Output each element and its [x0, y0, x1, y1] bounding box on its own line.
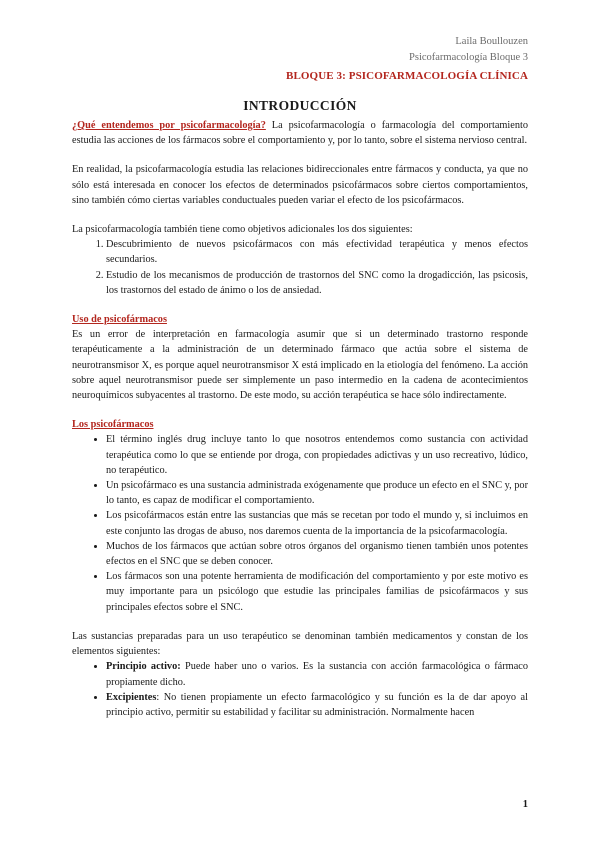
list-item: • Los fármacos son una potente herramienta de modificación del comportamiento y por este motivo es muy importante para un psicólogo que estudie las principales familias de psicofármacos y sus principales efectos sobre el SNC. [106, 569, 528, 615]
intro-paragraph [72, 118, 528, 148]
medicamentos-paragraph: Las sustancias preparadas para un uso terapéutico se denominan también medicamentos y constan de los elementos siguientes: [72, 630, 528, 658]
list-item: • Muchos de los fármacos que actúan sobre otros órganos del organismo tienen también unos potentes efectos en el SNC que se deben conocer. [106, 539, 528, 569]
intro-paragraph-2: En realidad, la psicofarmacología estudia las relaciones bidireccionales entre fármacos y conducta, ya que no sólo está interesada en conocer los efectos de determinados psicofármacos sobre ciertos comportamientos, sino también cómo ciertas variables conductuales pueden variar el efecto de los psicofármacos. [72, 164, 528, 206]
uso-paragraph: Es un error de interpretación en farmacología asumir que si un determinado trastorno responde terapéuticamente a la administración de un determinado fármaco que actúa sobre el sistema de neurotransmisor X, es porque aquel neurotransmisor X está implicado en la etiología del fenómeno. La acción sobre aquel neurotransmisor puede ser simplemente un paso intermedio en la cadena de acontecimientos neuroquímicos subyacentes al trastorno. De este modo, su acción terapéutica se hace sólo indirectamente. [72, 329, 528, 402]
term-description: : No tienen propiamente un efecto farmacológico y su función es la de dar apoyo al principio activo, permitir su estabilidad y facilitar su administración. Normalmente hacen [106, 691, 528, 718]
list-item: • El término inglés drug incluye tanto lo que nosotros entendemos como sustancia con actividad terapéutica como lo que se entiende por droga, con propiedades adictivas y un uso recreativo, lúdico, no terapéutico. [106, 432, 528, 478]
page-number: 1 [522, 799, 528, 810]
psicofarmacos-list [72, 432, 528, 614]
page-title: INTRODUCCIÓN [243, 98, 357, 113]
term-principio-activo: Principio activo: [106, 661, 181, 673]
block-heading: BLOQUE 3: PSICOFARMACOLOGÍA CLÍNICA [286, 70, 528, 82]
list-item: • Los psicofármacos están entre las sustancias que más se recetan por todo el mundo y, si incluimos en este conjunto las drogas de abuso, nos daremos cuenta de la importancia de la psicofarmacología. [106, 508, 528, 538]
section-heading-psicofarmacos: Los psicofármacos [72, 419, 154, 431]
medicamentos-list [72, 659, 528, 720]
intro-paragraph-3: La psicofarmacología también tiene como objetivos adicionales los dos siguientes: [72, 224, 413, 236]
intro-question: ¿Qué entendemos por psicofarmacología? [72, 120, 266, 131]
list-item [106, 659, 528, 689]
intro-question-rest: La psicofarmacología o farmacología del comportamiento estudia las acciones de los fármacos sobre el comportamiento y, por lo tanto, sobre el sistema nervioso central. [72, 120, 528, 147]
list-item: 1. Descubrimiento de nuevos psicofármacos con más efectividad terapéutica y menos efectos secundarios. [106, 237, 528, 267]
objectives-list [72, 237, 528, 298]
section-heading-uso: Uso de psicofármacos [72, 314, 167, 326]
document-body [72, 118, 528, 734]
list-item [106, 690, 528, 720]
list-item: 2. Estudio de los mecanismos de producción de trastornos del SNC como la drogadicción, las psicosis, los trastornos del estado de ánimo o los de ansiedad. [106, 268, 528, 298]
list-item: • Un psicofármaco es una sustancia administrada exógenamente que produce un efecto en el SNC y, por lo tanto, es capaz de modificar el comportamiento. [106, 478, 528, 508]
header-subject: Psicofarmacología Bloque 3 [409, 52, 528, 63]
header-author: Laila Boullouzen [455, 36, 528, 47]
term-excipientes: Excipientes [106, 691, 157, 703]
term-description: Puede haber uno o varios. Es la sustancia con acción farmacológica o fármaco propiamente dicho. [106, 661, 528, 688]
